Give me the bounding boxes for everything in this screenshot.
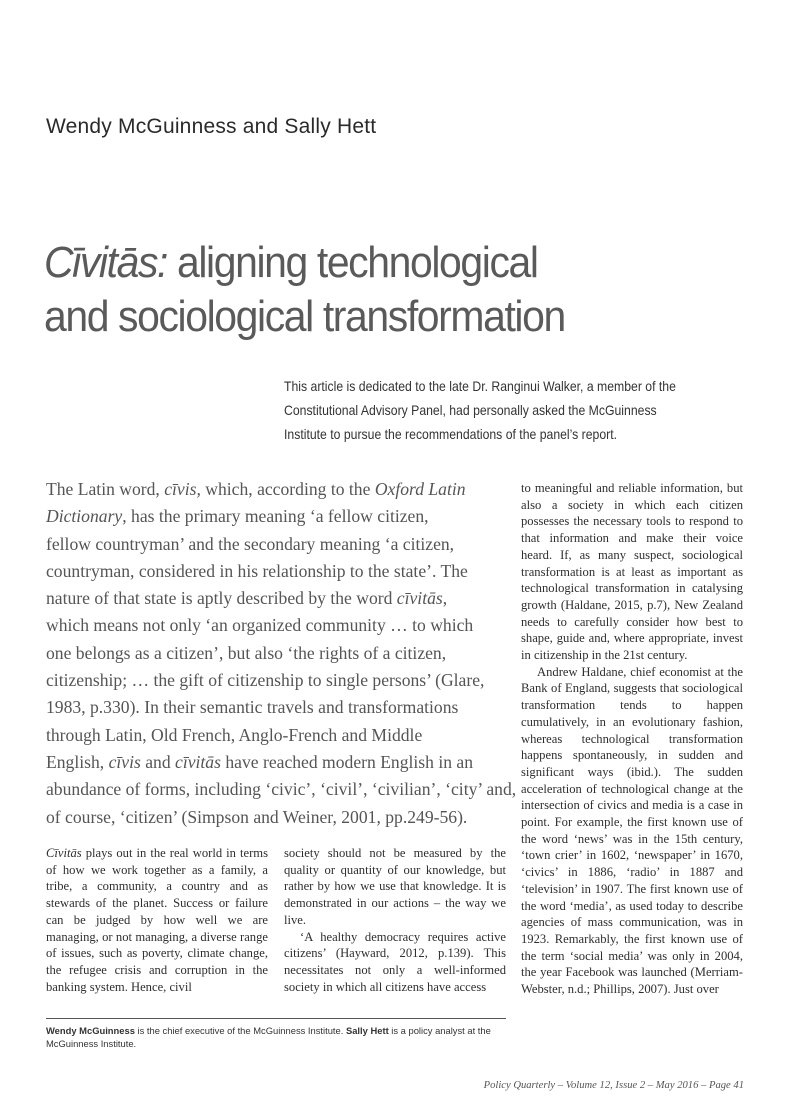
col2-paragraph-1: society should not be measured by the quality or quantity of our knowledge, but rather by how we use that knowledge. It is demonstrated in our actions – the way we live. bbox=[284, 846, 506, 927]
title-line2: and sociological transformation bbox=[44, 292, 565, 341]
intro-line: nature of that state is aptly described by the word cīvitās, bbox=[46, 588, 448, 609]
intro-line: abundance of forms, including ‘civic’, ‘civil’, ‘civilian’, ‘city’ and, bbox=[46, 779, 517, 800]
title-italic-word: Cīvitās: bbox=[44, 238, 167, 287]
intro-line: The Latin word, cīvis, which, according to the Oxford Latin bbox=[46, 479, 466, 499]
dedication: This article is dedicated to the late Dr. Ranginui Walker, a member of the Constitutional Advisory Panel, had personally asked the McGuinness Institute to pursue the recommendations of the panel’s report. bbox=[284, 379, 676, 442]
col3-paragraph-1: to meaningful and reliable information, but also a society in which each citizen possesses the necessary tools to respond to that information and make their voice heard. If, as many suspect, sociological transformation is at least as important as technological transformation in catalysing growth (Haldane, 2015, p.7), New Zealand needs to carefully consider how best to shape, guide and, where appropriate, invest in citizenship in the 21st century. bbox=[521, 481, 743, 663]
intro-line: English, cīvis and cīvitās have reached modern English in an bbox=[46, 751, 474, 772]
article-title bbox=[44, 236, 695, 344]
col3-paragraph-2: Andrew Haldane, chief economist at the Bank of England, suggests that sociological transformation tends to happen cumulatively, in an evolutionary fashion, whereas technological transformation happens spontaneously, in sudden and significant ways (ibid.). The sudden acceleration of technological change at the intersection of civics and media is a case in point. For example, the first known use of the word ‘news’ was in the 15th century, ‘town crier’ in 1602, ‘newspaper’ in 1670, ‘civics’ in 1886, ‘radio’ in 1887 and ‘television’ in 1907. The first known use of the word ‘media’, as used today to describe agencies of mass communication, was in 1923. Remarkably, the first known use of the term ‘social media’ was only in 2004, the year Facebook was launched (Merriam-Webster, n.d.; Phillips, 2007). Just over bbox=[521, 664, 743, 997]
body-column-2 bbox=[284, 845, 506, 995]
intro-line: countryman, considered in his relationship to the state’. The bbox=[46, 560, 468, 581]
intro-paragraph bbox=[46, 476, 517, 831]
title-line1-rest: aligning technological bbox=[166, 238, 538, 287]
intro-line: fellow countryman’ and the secondary meaning ‘a citizen, bbox=[46, 533, 455, 554]
body-column-1 bbox=[46, 845, 268, 995]
col2-paragraph-2: ‘A healthy democracy requires active citizens’ (Hayward, 2012, p.139). This necessitates not only a well-informed society in which all citizens have access bbox=[284, 929, 506, 994]
intro-line: 1983, p.330). In their semantic travels and transformations bbox=[46, 697, 459, 718]
intro-line: one belongs as a citizen’, but also ‘the rights of a citizen, bbox=[46, 642, 447, 663]
author-note: Wendy McGuinness is the chief executive of the McGuinness Institute. Sally Hett is a policy analyst at the McGuinness Institute. bbox=[46, 1025, 491, 1049]
col1-paragraph: Cīvitās plays out in the real world in terms of how we work together as a family, a tribe, a community, a country and as stewards of the planet. Success or failure can be judged by how well we are managing, or not managing, a diverse range of issues, such as poverty, climate change, the refugee crisis and corruption in the banking system. Hence, civil bbox=[46, 846, 268, 994]
intro-line: citizenship; … the gift of citizenship to single persons’ (Glare, bbox=[46, 670, 485, 691]
intro-line: Dictionary, has the primary meaning ‘a fellow citizen, bbox=[46, 506, 429, 527]
intro-line: through Latin, Old French, Anglo-French and Middle bbox=[46, 724, 423, 745]
page-footer: Policy Quarterly – Volume 12, Issue 2 – May 2016 – Page 41 bbox=[483, 1080, 744, 1091]
footnote-divider bbox=[46, 1018, 506, 1019]
intro-line: which means not only ‘an organized community … to which bbox=[46, 615, 474, 636]
author-byline: Wendy McGuinness and Sally Hett bbox=[46, 115, 377, 138]
intro-line: of course, ‘citizen’ (Simpson and Weiner, 2001, pp.249-56). bbox=[46, 806, 468, 827]
body-column-3 bbox=[521, 480, 743, 998]
